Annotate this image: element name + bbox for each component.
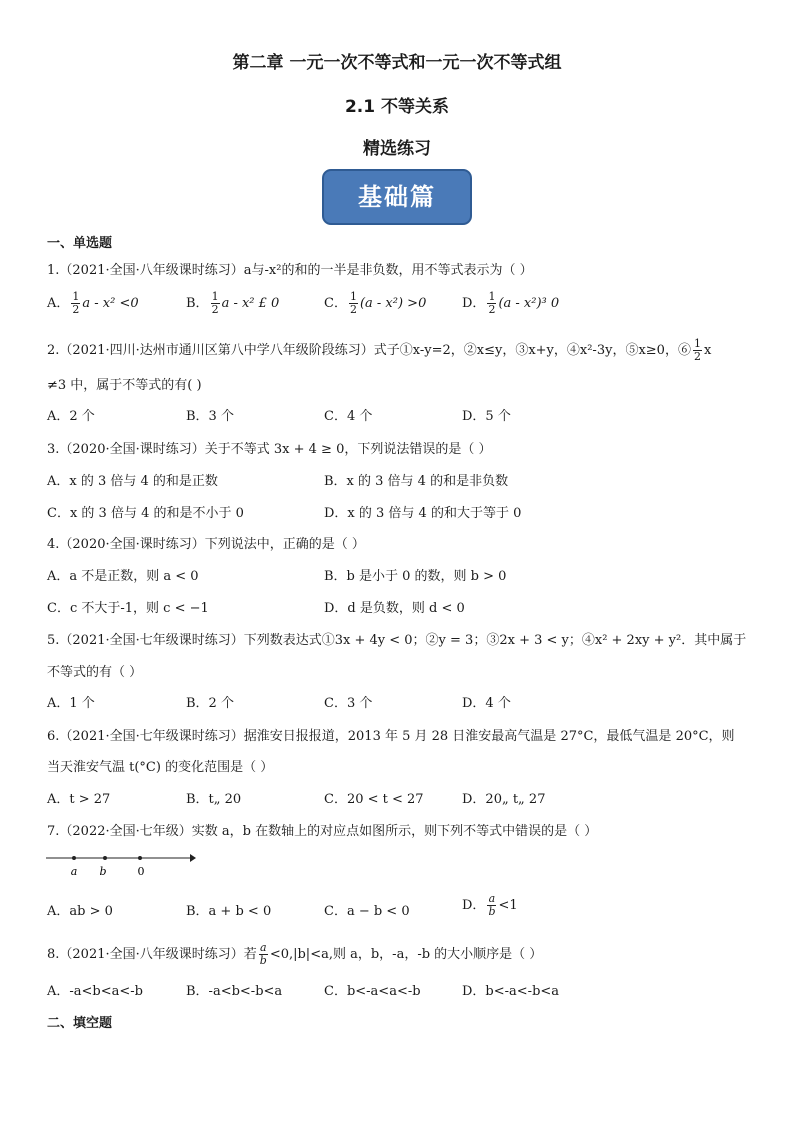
section-heading-single-choice: 一、单选题 xyxy=(47,236,113,251)
question-2-stem-line1: 2.（2021·四川·达州市通川区第八中学八年级阶段练习）式子①x-y=2，②x≤y，③x+y，④x²-3y，⑤x≥0，⑥ $\frac{1}{2}$ x xyxy=(47,337,712,363)
question-5-stem-line1: 5.（2021·全国·七年级课时练习）下列数表达式①3x + 4y < 0；②y = 3；③2x + 3 < y；④x² + 2xy + y²．其中属于 xyxy=(47,633,747,648)
number-line-figure xyxy=(46,851,196,881)
question-7-stem: 7.（2022·全国·七年级）实数 a，b 在数轴上的对应点如图所示，则下列不等式中错误的是（ ） xyxy=(47,824,598,839)
question-8-stem: 8.（2021·全国·八年级课时练习）若 $\frac{a}{b}$ <0,|b|<a,则 a，b，-a，-b 的大小顺序是（ ） xyxy=(47,941,543,967)
question-8-option-d: D．b<-a<-b<a xyxy=(462,984,560,999)
question-4-stem: 4.（2020·全国·课时练习）下列说法中，正确的是（ ） xyxy=(47,537,365,552)
question-6-option-a: A．t > 27 xyxy=(47,792,111,807)
question-5-option-b: B．2 个 xyxy=(186,696,234,711)
question-5-option-c: C．3 个 xyxy=(324,696,373,711)
section-heading-fill-blank: 二、填空题 xyxy=(47,1016,113,1031)
question-3-option-a: A．x 的 3 倍与 4 的和是正数 xyxy=(47,474,218,489)
question-7-option-b: B．a + b < 0 xyxy=(186,904,272,919)
question-4-option-a: A．a 不是正数，则 a < 0 xyxy=(47,569,199,584)
question-5-option-d: D．4 个 xyxy=(462,696,511,711)
question-6-stem-line1: 6.（2021·全国·七年级课时练习）据淮安日报报道，2013 年 5 月 28 日淮安最高气温是 27°C，最低气温是 20°C，则 xyxy=(47,729,735,744)
label-a: a xyxy=(70,865,78,878)
question-7-option-a: A．ab > 0 xyxy=(47,904,113,919)
question-2-option-b: B．3 个 xyxy=(186,409,234,424)
question-2-option-a: A．2 个 xyxy=(47,409,95,424)
question-3-stem: 3.（2020·全国·课时练习）关于不等式 3x + 4 ≥ 0，下列说法错误的是（ ） xyxy=(47,442,492,457)
section-title: 2.1 不等关系 xyxy=(344,97,450,117)
question-7-option-d: D． $\frac{a}{b}$ <1 xyxy=(462,892,518,918)
question-1-option-c: C． $\frac{1}{2}$ (a - x²) >0 xyxy=(324,290,427,316)
question-1-stem: 1.（2021·全国·八年级课时练习）a与-x²的和的一半是非负数，用不等式表示为（ ） xyxy=(47,263,533,278)
question-7-option-c: C．a − b < 0 xyxy=(324,904,410,919)
question-6-stem-line2: 当天淮安气温 t(°C) 的变化范围是（ ） xyxy=(47,760,274,775)
question-3-option-b: B．x 的 3 倍与 4 的和是非负数 xyxy=(324,474,509,489)
question-2-option-d: D．5 个 xyxy=(462,409,511,424)
question-8-option-b: B．-a<b<-b<a xyxy=(186,984,283,999)
question-1-option-d: D． $\frac{1}{2}$ (a - x²)³ 0 xyxy=(462,290,560,316)
number-line-arrowhead xyxy=(190,854,196,862)
question-5-option-a: A．1 个 xyxy=(47,696,95,711)
question-3-option-d: D．x 的 3 倍与 4 的和大于等于 0 xyxy=(324,506,522,521)
point-b xyxy=(103,856,107,860)
chapter-title: 第二章 一元一次不等式和一元一次不等式组 xyxy=(232,53,562,73)
question-5-stem-line2: 不等式的有（ ） xyxy=(47,665,143,680)
question-4-option-d: D．d 是负数，则 d < 0 xyxy=(324,601,465,616)
label-zero: 0 xyxy=(137,865,145,878)
question-2-stem-line2: ≠3 中，属于不等式的有( ) xyxy=(47,378,202,393)
question-2-option-c: C．4 个 xyxy=(324,409,373,424)
point-a xyxy=(72,856,76,860)
level-badge: 基础篇 xyxy=(322,169,472,225)
question-3-option-c: C．x 的 3 倍与 4 的和是不小于 0 xyxy=(47,506,244,521)
question-8-option-a: A．-a<b<a<-b xyxy=(47,984,143,999)
label-b: b xyxy=(99,865,107,878)
point-zero xyxy=(138,856,142,860)
question-4-option-b: B．b 是小于 0 的数，则 b > 0 xyxy=(324,569,507,584)
question-1-option-b: B． $\frac{1}{2}$ a - x² £ 0 xyxy=(186,290,280,316)
question-6-option-c: C．20 < t < 27 xyxy=(324,792,424,807)
question-1-option-a: A． $\frac{1}{2}$ a - x² <0 xyxy=(47,290,139,316)
practice-subtitle: 精选练习 xyxy=(363,139,431,159)
question-4-option-c: C．c 不大于-1，则 c < −1 xyxy=(47,601,209,616)
question-8-option-c: C．b<-a<a<-b xyxy=(324,984,421,999)
question-6-option-d: D．20„ t„ 27 xyxy=(462,792,546,807)
question-6-option-b: B．t„ 20 xyxy=(186,792,242,807)
